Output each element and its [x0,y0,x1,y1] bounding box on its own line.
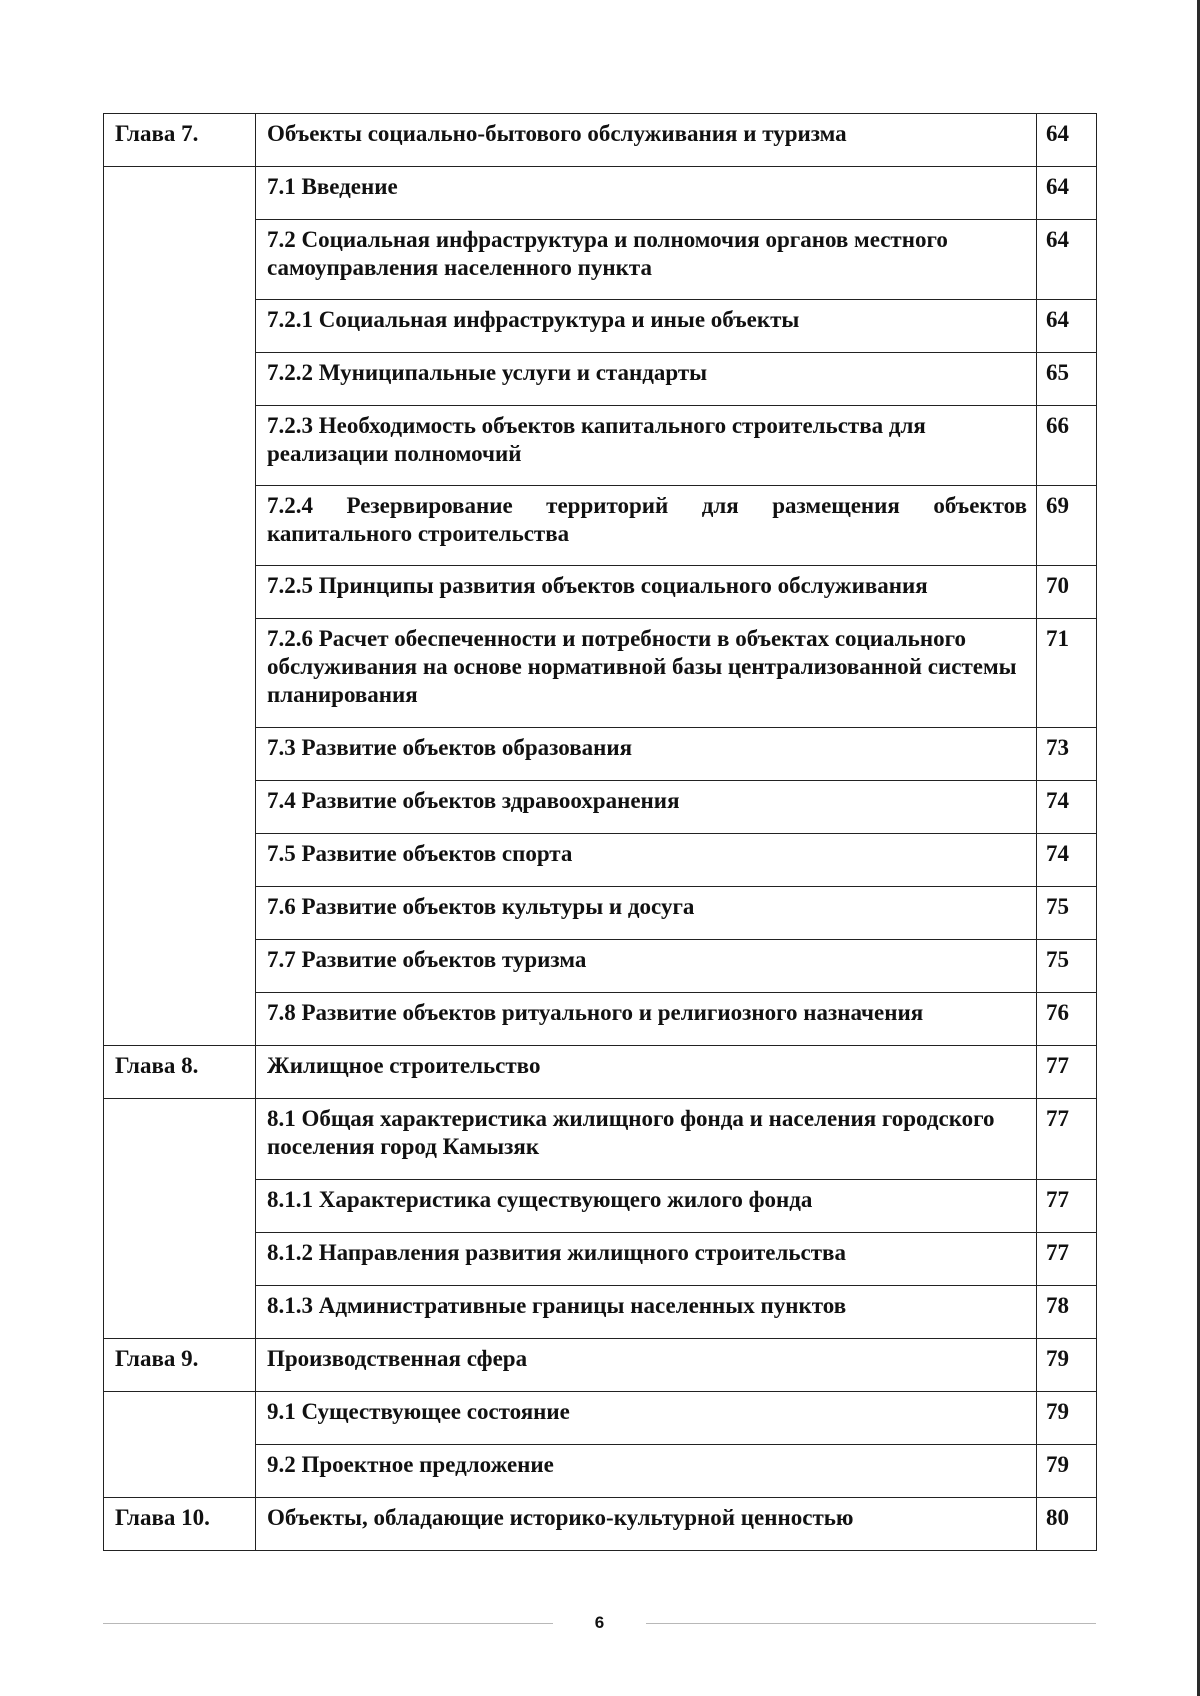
toc-entry-title[interactable]: 7.2.3 Необходимость объектов капитального строительства для реализации полномочий [256,406,1037,486]
toc-page-number: 79 [1037,1392,1097,1445]
toc-page-number: 75 [1037,940,1097,993]
toc-row [104,1099,1097,1180]
toc-entry-title[interactable]: 7.1 Введение [256,167,1037,220]
toc-row [104,1498,1097,1551]
chapter-label: Глава 7. [104,114,256,167]
toc-entry-title[interactable]: 7.2.2 Муниципальные услуги и стандарты [256,353,1037,406]
toc-page-number: 64 [1037,220,1097,300]
toc-entry-title[interactable]: 7.8 Развитие объектов ритуального и религиозного назначения [256,993,1037,1046]
toc-row [104,114,1097,167]
toc-entry-title[interactable]: 7.2.4 Резервирование территорий для размещения объектов капитального строительства [256,486,1037,566]
footer-rule-right [646,1623,1096,1624]
toc-page-number: 79 [1037,1339,1097,1392]
toc-page-number: 76 [1037,993,1097,1046]
toc-page-number: 70 [1037,566,1097,619]
toc-page-number: 79 [1037,1445,1097,1498]
toc-page-number: 64 [1037,300,1097,353]
toc-page-number: 64 [1037,114,1097,167]
toc-entry-title[interactable]: 7.3 Развитие объектов образования [256,728,1037,781]
toc-page-number: 77 [1037,1233,1097,1286]
chapter-label: Глава 9. [104,1339,256,1392]
page-footer [103,1610,1096,1640]
toc-entry-title[interactable]: 7.4 Развитие объектов здравоохранения [256,781,1037,834]
toc-row [104,1339,1097,1392]
table-of-contents [103,113,1097,1551]
toc-page-number: 77 [1037,1046,1097,1099]
toc-entry-title[interactable]: 7.7 Развитие объектов туризма [256,940,1037,993]
toc-entry-title[interactable]: Производственная сфера [256,1339,1037,1392]
toc-page-number: 69 [1037,486,1097,566]
toc-entry-title[interactable]: 7.2.6 Расчет обеспеченности и потребности в объектах социального обслуживания на основе нормативной базы централизованной системы планирования [256,619,1037,728]
toc-page-number: 74 [1037,834,1097,887]
toc-entry-title[interactable]: 8.1 Общая характеристика жилищного фонда и населения городского поселения город Камызяк [256,1099,1037,1180]
toc-entry-title[interactable]: Объекты, обладающие историко-культурной ценностью [256,1498,1037,1551]
toc-entry-title[interactable]: 8.1.3 Административные границы населенных пунктов [256,1286,1037,1339]
chapter-label: Глава 8. [104,1046,256,1099]
chapter-label-empty [104,167,256,1046]
chapter-label: Глава 10. [104,1498,256,1551]
toc-entry-title[interactable]: 7.5 Развитие объектов спорта [256,834,1037,887]
toc-page-number: 71 [1037,619,1097,728]
toc-page-number: 74 [1037,781,1097,834]
toc-page-number: 75 [1037,887,1097,940]
toc-entry-title[interactable]: 7.2.1 Социальная инфраструктура и иные объекты [256,300,1037,353]
toc-row [104,1392,1097,1445]
toc-page-number: 64 [1037,167,1097,220]
toc-page-number: 65 [1037,353,1097,406]
toc-row [104,167,1097,220]
chapter-label-empty [104,1392,256,1498]
toc-entry-title[interactable]: 8.1.2 Направления развития жилищного строительства [256,1233,1037,1286]
toc-entry-title[interactable]: 9.1 Существующее состояние [256,1392,1037,1445]
toc-row [104,1046,1097,1099]
toc-entry-title[interactable]: 8.1.1 Характеристика существующего жилого фонда [256,1180,1037,1233]
toc-entry-title[interactable]: Жилищное строительство [256,1046,1037,1099]
toc-entry-title[interactable]: 7.2.5 Принципы развития объектов социального обслуживания [256,566,1037,619]
toc-page-number: 73 [1037,728,1097,781]
toc-entry-title[interactable]: 7.6 Развитие объектов культуры и досуга [256,887,1037,940]
toc-page-number: 80 [1037,1498,1097,1551]
toc-entry-title[interactable]: Объекты социально-бытового обслуживания и туризма [256,114,1037,167]
toc-page-number: 66 [1037,406,1097,486]
toc-page-number: 77 [1037,1099,1097,1180]
page-number: 6 [594,1613,605,1632]
chapter-label-empty [104,1099,256,1339]
toc-entry-title[interactable]: 9.2 Проектное предложение [256,1445,1037,1498]
toc-page-number: 78 [1037,1286,1097,1339]
toc-page-number: 77 [1037,1180,1097,1233]
toc-entry-title[interactable]: 7.2 Социальная инфраструктура и полномочия органов местного самоуправления населенного пункта [256,220,1037,300]
